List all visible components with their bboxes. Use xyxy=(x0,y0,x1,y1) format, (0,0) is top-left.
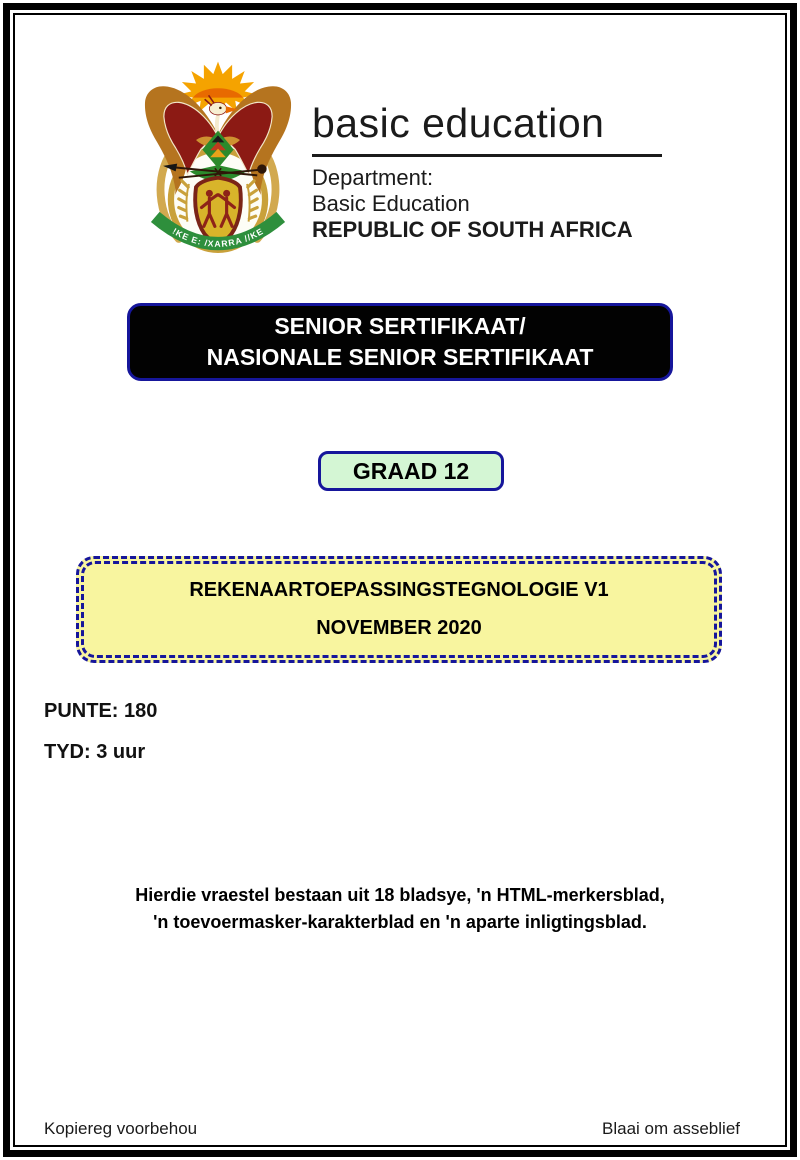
department-name: Basic Education xyxy=(312,191,470,216)
country-name: REPUBLIC OF SOUTH AFRICA xyxy=(312,217,633,242)
subject-box xyxy=(76,556,722,663)
certificate-banner xyxy=(127,303,673,381)
subject-title: REKENAARTOEPASSINGSTEGNOLOGIE V1 xyxy=(189,579,609,601)
time-line: TYD: 3 uur xyxy=(44,741,146,763)
subject-box-inner xyxy=(81,561,717,658)
certificate-line2: NASIONALE SENIOR SERTIFIKAAT xyxy=(206,344,594,370)
south-africa-coat-of-arms-icon xyxy=(138,60,298,264)
coat-of-arms-logo xyxy=(138,60,298,264)
marks-line: PUNTE: 180 xyxy=(44,700,158,722)
copyright-note: Kopiereg voorbehou xyxy=(44,1119,198,1138)
certificate-line1: SENIOR SERTIFIKAAT/ xyxy=(274,313,526,339)
paper-contents-note xyxy=(0,882,800,936)
department-header xyxy=(312,100,672,243)
brand-title: basic education xyxy=(312,100,605,146)
exam-session: NOVEMBER 2020 xyxy=(316,617,482,639)
paper-contents-line1: Hierdie vraestel bestaan uit 18 bladsye, 'n HTML-merkersblad, xyxy=(135,885,665,905)
department-label: Department: xyxy=(312,165,434,190)
coat-of-arms-motto: !KE E: /XARRA //KE xyxy=(170,225,266,249)
turn-over-note: Blaai om asseblief xyxy=(602,1119,740,1138)
paper-contents-line2: 'n toevoermasker-karakterblad en 'n aparte inligtingsblad. xyxy=(153,912,647,932)
grade-label: GRAAD 12 xyxy=(352,457,470,484)
grade-badge xyxy=(318,451,504,491)
brand-underline xyxy=(312,154,662,157)
